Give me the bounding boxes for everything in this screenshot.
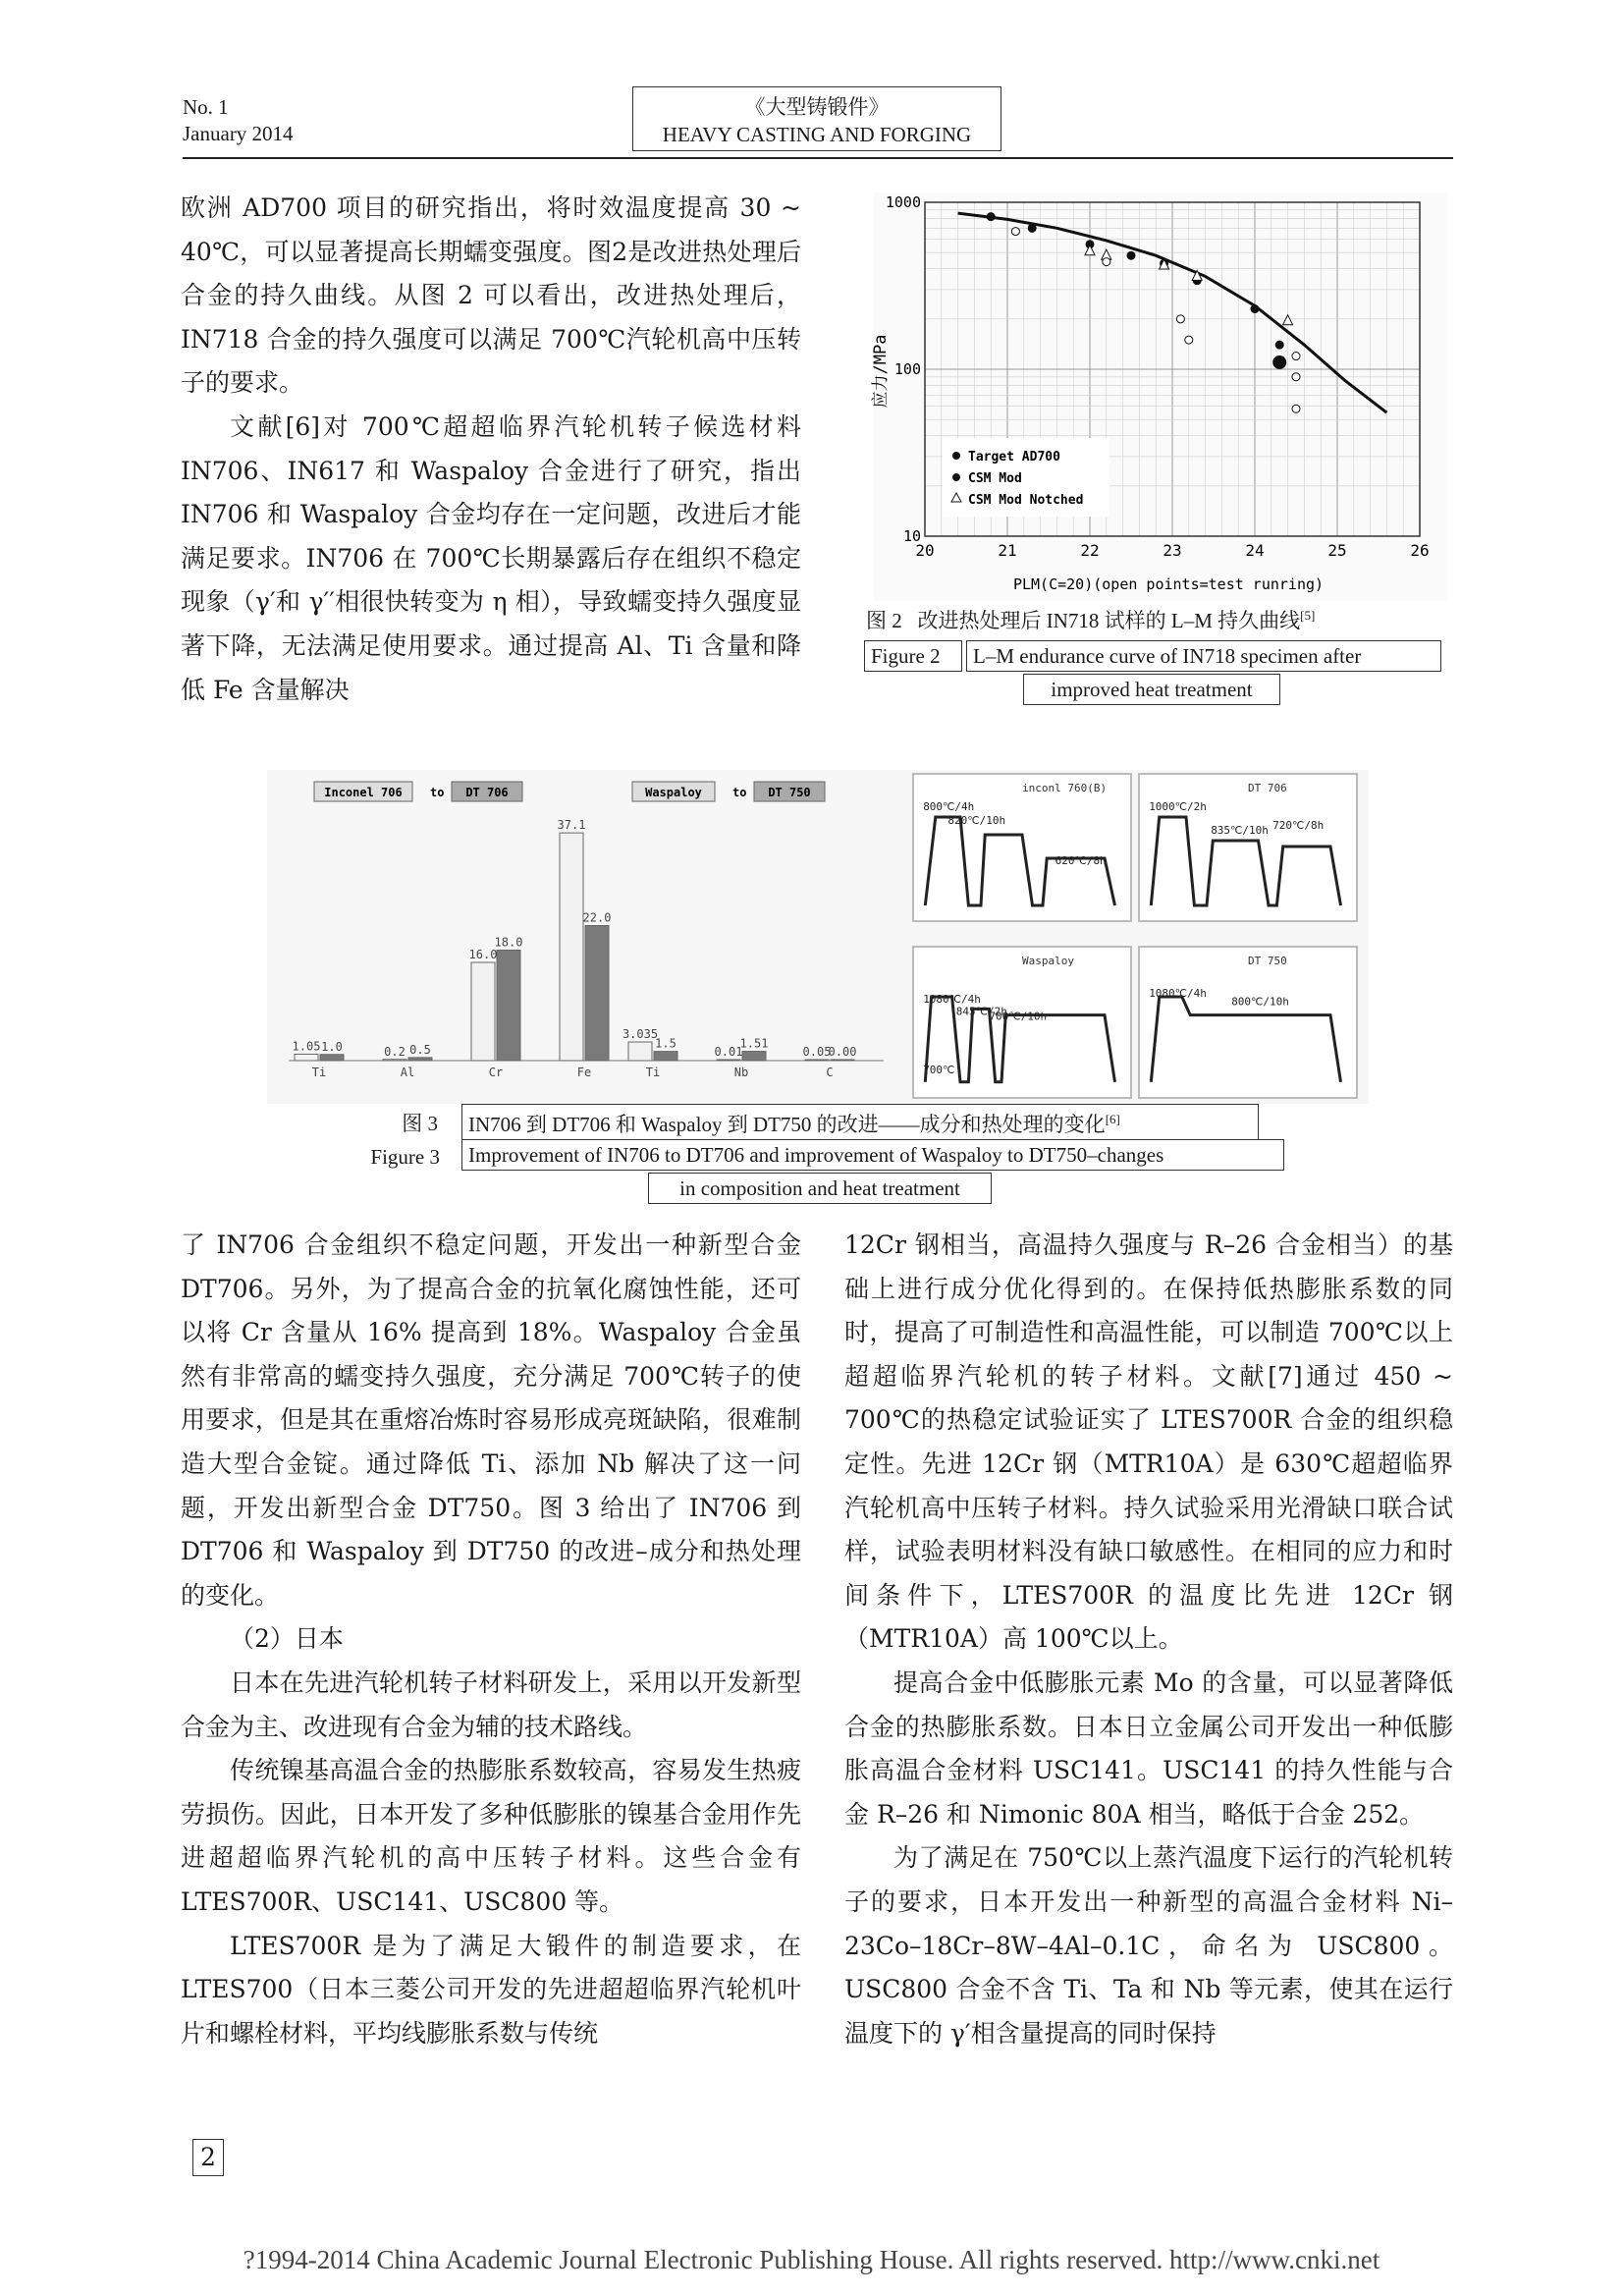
data-point — [1272, 355, 1286, 369]
step-label: 1080℃/4h — [923, 993, 981, 1007]
step-label: 720℃/8h — [1272, 819, 1325, 832]
header-rule — [183, 157, 1453, 159]
bar — [320, 1055, 344, 1061]
caption-text: 改进热处理后 IN718 试样的 L–M 持久曲线 — [917, 609, 1301, 632]
paragraph: 提高合金中低膨胀元素 Mo 的含量，可以显著降低合金的热膨胀系数。日本日立金属公司开发出一种低膨胀高温合金材料 USC141。USC141 的持久性能与合金 R–26 和 Nimonic 80A 相当，略低于合金 252。 — [844, 1667, 1453, 1829]
data-point — [1176, 315, 1184, 323]
data-point — [1251, 304, 1260, 313]
bar-value-label: 1.0 — [321, 1039, 343, 1054]
left-column-top — [181, 187, 801, 712]
bar-value-label: 0.2 — [384, 1044, 406, 1059]
data-point — [1185, 336, 1193, 344]
left-column-bottom — [181, 1224, 801, 2055]
y-axis-label: 应力/MPa — [871, 334, 891, 409]
bar-value-label: 1.51 — [739, 1036, 769, 1051]
chart-1-from-label: Inconel 706 — [324, 786, 403, 799]
x-tick-label: 24 — [1245, 541, 1265, 560]
bar — [805, 1060, 829, 1061]
caption-text: IN706 到 DT706 和 Waspaloy 到 DT750 的改进——成分和热处理的变化 — [468, 1113, 1106, 1136]
category-label: Ti — [311, 1066, 327, 1079]
issue-info — [183, 94, 294, 147]
legend-marker-filled-circle — [952, 473, 960, 481]
chart-2-to: to — [732, 786, 747, 799]
step-label: 1000℃/2h — [1149, 799, 1207, 813]
figure-2-caption-cn — [866, 600, 1435, 631]
bar-value-label: 16.0 — [468, 948, 498, 961]
bar — [742, 1052, 766, 1061]
category-label: Fe — [576, 1066, 592, 1079]
data-point — [1127, 251, 1136, 260]
figure-3-label-en: Figure 3 — [370, 1145, 440, 1169]
issue-no: No. 1 — [183, 95, 229, 119]
bar — [831, 1060, 854, 1061]
journal-title-en: HEAVY CASTING AND FORGING — [662, 123, 972, 146]
panel-title: inconl 760(B) — [1022, 782, 1108, 794]
step-label: 700℃ — [923, 1064, 955, 1077]
figure-3 — [267, 770, 1369, 1104]
category-label: Cr — [488, 1066, 504, 1079]
bar-value-label: 37.1 — [557, 818, 586, 833]
figure-2-caption-en-1: L–M endurance curve of IN718 specimen after — [966, 640, 1441, 672]
caption-label: 图 2 — [866, 609, 902, 632]
chart-2-to-label: DT 750 — [768, 786, 811, 799]
figure-3-caption-en-1: Improvement of IN706 to DT706 and improvement of Waspaloy to DT750–changes — [461, 1139, 1284, 1171]
bar-value-label: 0.01 — [714, 1045, 743, 1059]
bar-value-label: 1.05 — [292, 1039, 321, 1054]
data-point — [987, 212, 996, 221]
bar-marks — [289, 818, 884, 1079]
bar-value-label: 0.00 — [828, 1045, 857, 1059]
paragraph: 日本在先进汽轮机转子材料研发上，采用以开发新型合金为主、改进现有合金为辅的技术路线。 — [181, 1667, 801, 1741]
category-label: Ti — [645, 1066, 661, 1079]
x-tick-label: 23 — [1163, 541, 1182, 560]
paragraph: 传统镍基高温合金的热膨胀系数较高，容易发生热疲劳损伤。因此，日本开发了多种低膨胀的镍基合金用作先进超超临界汽轮机的高中压转子材料。这些合金有 LTES700R、USC141、USC800 等。 — [181, 1756, 801, 1916]
journal-title-cn: 《大型铸锻件》 — [744, 95, 890, 119]
paragraph: 了 IN706 合金组织不稳定问题，开发出一种新型合金 DT706。另外，为了提高合金的抗氧化腐蚀性能，还可以将 Cr 含量从 16% 提高到 18%。Waspaloy 合金虽然有非常高的蠕变持久强度，充分满足 700℃转子的使用要求，但是其在重熔冶炼时容易形成亮斑缺陷，很难制造大型合金锭。通过降低 Ti、添加 Nb 解决了这一问题，开发出新型合金 DT750。图 3 给出了 IN706 到 DT706 和 Waspaloy 到 DT750 的改进–成分和热处理的变化。 — [181, 1230, 801, 1610]
chart-1-to-label: DT 706 — [465, 786, 509, 799]
chart-1-to: to — [430, 786, 445, 799]
journal-title-box — [632, 86, 1001, 151]
step-label: 820℃/10h — [947, 814, 1006, 828]
legend-entry: CSM Mod — [968, 471, 1022, 486]
heat-treatment-panels — [913, 774, 1357, 1098]
x-tick-label: 26 — [1410, 541, 1430, 560]
x-tick-label: 22 — [1080, 541, 1100, 560]
page-number: 2 — [192, 2139, 224, 2176]
category-label: C — [826, 1066, 834, 1079]
step-label: 700℃/10h — [989, 1010, 1048, 1023]
data-point — [1292, 405, 1300, 412]
step-label: 620℃/8h — [1055, 854, 1107, 867]
figure-2-label-en: Figure 2 — [864, 640, 962, 672]
right-column-bottom — [844, 1224, 1453, 2055]
bar-value-label: 3.035 — [622, 1027, 659, 1042]
data-point — [1292, 373, 1300, 381]
category-label: Nb — [733, 1066, 749, 1079]
footer-copyright: ?1994-2014 China Academic Journal Electronic Publishing House. All rights reserved. http://www.cnki.net — [243, 2245, 1380, 2274]
composition-heat-treatment-chart — [267, 770, 1369, 1104]
step-label: 800℃/4h — [923, 799, 975, 813]
bar — [383, 1060, 406, 1061]
bar-value-label: 18.0 — [494, 935, 523, 950]
x-axis-label: PLM(C=20)(open points=test runring) — [1012, 575, 1325, 593]
panel-title: DT 750 — [1248, 955, 1287, 967]
lm-endurance-chart — [871, 192, 1447, 601]
bar-value-label: 22.0 — [582, 910, 612, 925]
figure-3-caption-en-2: in composition and heat treatment — [648, 1173, 992, 1204]
bar — [471, 962, 495, 1061]
legend-entry: CSM Mod Notched — [968, 493, 1084, 508]
data-point — [1292, 353, 1300, 360]
y-tick-label: 1000 — [885, 193, 921, 211]
paragraph: 文献[6]对 700℃超超临界汽轮机转子候选材料 IN706、IN617 和 Waspaloy 合金进行了研究，指出 IN706 和 Waspaloy 合金均存在一定问题，改进后才能满足要求。IN706 在 700℃长期暴露后存在组织不稳定现象（γ′和 γ′′相很快转变为 η 相），导致蠕变持久强度显著下降，无法满足使用要求。通过提高 Al、Ti 含量和降低 Fe 含量解决 — [181, 411, 801, 704]
bar-value-label: 0.05 — [802, 1045, 832, 1059]
x-tick-label: 20 — [915, 541, 935, 560]
panel-title: Waspaloy — [1022, 955, 1074, 967]
bar — [560, 833, 583, 1061]
paragraph: LTES700R 是为了满足大锻件的制造要求，在 LTES700（日本三菱公司开发的先进超超临界汽轮机叶片和螺栓材料，平均线膨胀系数与传统 — [181, 1931, 801, 2048]
bar — [295, 1054, 318, 1061]
bar — [408, 1058, 432, 1061]
x-tick-label: 21 — [998, 541, 1017, 560]
bar-value-label: 1.5 — [655, 1036, 676, 1051]
bar-value-label: 0.5 — [409, 1042, 431, 1057]
figure-3-label-cn: 图 3 — [402, 1112, 438, 1135]
heat-treatment-panel — [913, 774, 1131, 921]
bar — [585, 926, 609, 1062]
bar — [654, 1052, 677, 1061]
paragraph: 为了满足在 750℃以上蒸汽温度下运行的汽轮机转子的要求，日本开发出一种新型的高温合金材料 Ni–23Co–18Cr–8W–4Al–0.1C，命名为 USC800。USC800 合金不含 Ti、Ta 和 Nb 等元素，使其在运行温度下的 γ′相含量提高的同时保持 — [844, 1843, 1453, 2048]
issue-date: January 2014 — [183, 122, 294, 145]
legend — [943, 438, 1109, 517]
y-tick-label: 100 — [893, 360, 921, 378]
legend-marker-filled-circle — [952, 452, 960, 460]
data-point — [1028, 224, 1037, 233]
paragraph: 欧洲 AD700 项目的研究指出，将时效温度提高 30 ~ 40℃，可以显著提高长期蠕变强度。图2是改进热处理后合金的持久曲线。从图 2 可以看出，改进热处理后，IN718 合金的持久强度可以满足 700℃汽轮机高中压转子的要求。 — [181, 193, 801, 398]
caption-ref: [6] — [1105, 1112, 1120, 1126]
data-point — [1011, 228, 1019, 236]
caption-ref: [5] — [1300, 608, 1316, 623]
section-heading: （2）日本 — [230, 1624, 344, 1654]
figure-3-caption-cn — [461, 1104, 1259, 1140]
legend-entry: Target AD700 — [968, 450, 1060, 465]
bar — [628, 1042, 652, 1061]
step-label: 1080℃/4h — [1149, 987, 1207, 1000]
step-label: 845℃/2h — [955, 1005, 1007, 1018]
step-label: 835℃/10h — [1211, 823, 1269, 837]
panel-title: DT 706 — [1248, 782, 1287, 794]
y-tick-label: 10 — [902, 527, 921, 545]
figure-2-chart — [871, 192, 1447, 601]
figure-2-caption-en-2: improved heat treatment — [1023, 674, 1280, 705]
data-point — [1275, 341, 1284, 350]
heat-treatment-panel — [1139, 947, 1357, 1098]
bar — [497, 951, 520, 1062]
paragraph: 12Cr 钢相当，高温持久强度与 R–26 合金相当）的基础上进行成分优化得到的。在保持低热膨胀系数的同时，提高了可制造性和高温性能，可以制造 700℃以上超超临界汽轮机的转子材料。文献[7]通过 450 ~ 700℃的热稳定试验证实了 LTES700R 合金的组织稳定性。先进 12Cr 钢（MTR10A）是 630℃超超临界汽轮机高中压转子材料。持久试验采用光滑缺口联合试样，试验表明材料没有缺口敏感性。在相同的应力和时间条件下，LTES700R 的温度比先进 12Cr 钢（MTR10A）高 100℃以上。 — [844, 1230, 1453, 1654]
x-tick-label: 25 — [1327, 541, 1347, 560]
bar — [717, 1060, 740, 1061]
category-label: Al — [400, 1066, 415, 1079]
step-label: 800℃/10h — [1231, 995, 1289, 1009]
data-point — [1103, 258, 1110, 266]
chart-2-from-label: Waspaloy — [645, 786, 702, 799]
